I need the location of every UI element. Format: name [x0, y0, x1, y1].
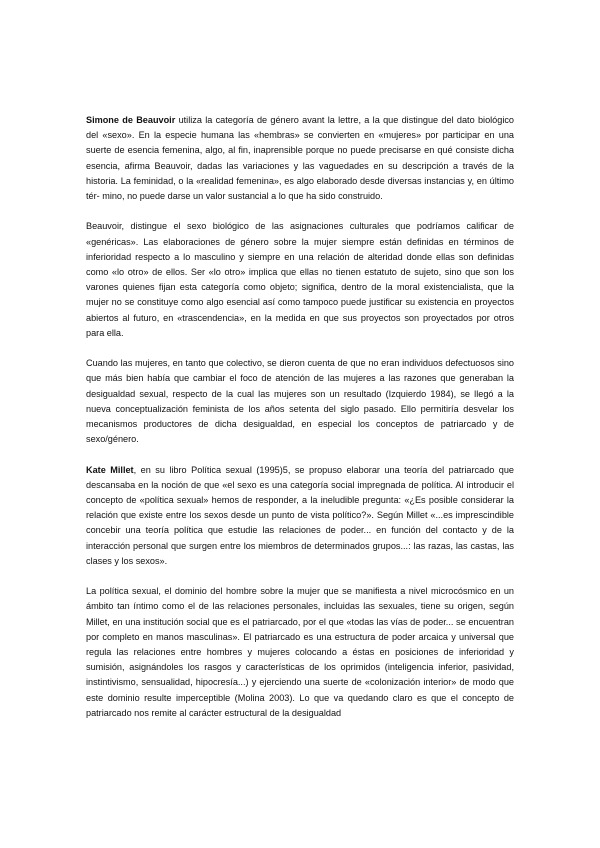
- paragraph-beauvoir-gender: [86, 219, 514, 341]
- paragraph-text: utiliza la categoría de género avant la lettre, a la que distingue del dato biológico del «sexo». En la especie humana las «hembras» se convierten en «mujeres» por participar en una suerte de esencia femenina, algo, al fin, inaprensible porque no puede precisarse en qué consiste dicha esencia, afirma Beauvoir, dadas las variaciones y las vaguedades en su descripción a través de la historia. La feminidad, o la «realidad femenina», es algo elaborado desde diversas instancias y, en último tér- mino, no puede darse un valor sustancial a lo que ha sido construido.: [86, 115, 514, 202]
- author-name-millet: Kate Millet: [86, 464, 134, 475]
- paragraph-text: Cuando las mujeres, en tanto que colectivo, se dieron cuenta de que no eran individuos defectuosos sino que más bien había que cambiar el foco de atención de las mujeres a las razones que generaban la desigualdad sexual, respecto de la cual las mujeres son un resultado (Izquierdo 1984), se llegó a la nueva conceptualización feminista de los años setenta del siglo pasado. Ello permitiría desvelar los mecanismos productores de dicha desigualdad, en especial los conceptos de patriarcado y de sexo/género.: [86, 358, 514, 445]
- paragraph-sexual-politics: [86, 584, 514, 721]
- paragraph-text: , en su libro Política sexual (1995)5, se propuso elaborar una teoría del patriarcado que descansaba en la noción de que «el sexo es una categoría social impregnada de política. Al introducir el concepto de «política sexual» hemos de responder, a la ineludible pregunta: «¿Es posible considerar la relación que existe entre los sexos desde un punto de vista político?». Según Millet «...es imprescindible concebir una teoría política que estudie las relaciones de poder... en función del contacto y de la interacción personal que surgen entre los miembros de determinados grupos...: las razas, las castas, las clases y los sexos».: [86, 464, 514, 566]
- author-name-beauvoir: Simone de Beauvoir: [86, 115, 176, 125]
- paragraph-text: Beauvoir, distingue el sexo biológico de las asignaciones culturales que podríamos calificar de «genéricas». Las elaboraciones de género sobre la mujer siempre están definidas en términos de inferioridad respecto a lo masculino y siempre en una relación de alteridad donde ellas son definidas como «lo otro» de ellos. Ser «lo otro» implica que ellas no tienen estatuto de sujeto, sino que son los varones quienes fijan esta categoría como objeto; significa, dentro de la moral existencialista, que la mujer no se constituye como algo esencial así como tampoco puede justificar su existencia en proyectos abiertos al futuro, en «trascendencia», en la medida en que sus proyectos son proyectados por otros para ella.: [86, 221, 514, 338]
- paragraph-beauvoir-intro: [86, 113, 514, 204]
- paragraph-text: La política sexual, el dominio del hombre sobre la mujer que se manifiesta a nivel microcósmico en un ámbito tan íntimo como el de las relaciones personales, incluidas las sexuales, tiene su origen, según Millet, en una institución social que es el patriarcado, por el que «todas las vías de poder... se encuentran por completo en manos masculinas». El patriarcado es una estructura de poder arcaica y universal que regula las relaciones entre hombres y mujeres colocando a éstas en posiciones de inferioridad y sumisión, asignándoles los rasgos y características de los oprimidos (inteligencia inferior, pasividad, instintivismo, sensualidad, hipocresía...) y ejerciendo una suerte de «colonización interior» de modo que este dominio resulte imperceptible (Molina 2003). Lo que va quedando claro es que el concepto de patriarcado nos remite al carácter estructural de la desigualdad: [86, 586, 514, 718]
- paragraph-collective-women: [86, 356, 514, 447]
- document-body: [86, 113, 514, 721]
- paragraph-millet-intro: [86, 463, 514, 569]
